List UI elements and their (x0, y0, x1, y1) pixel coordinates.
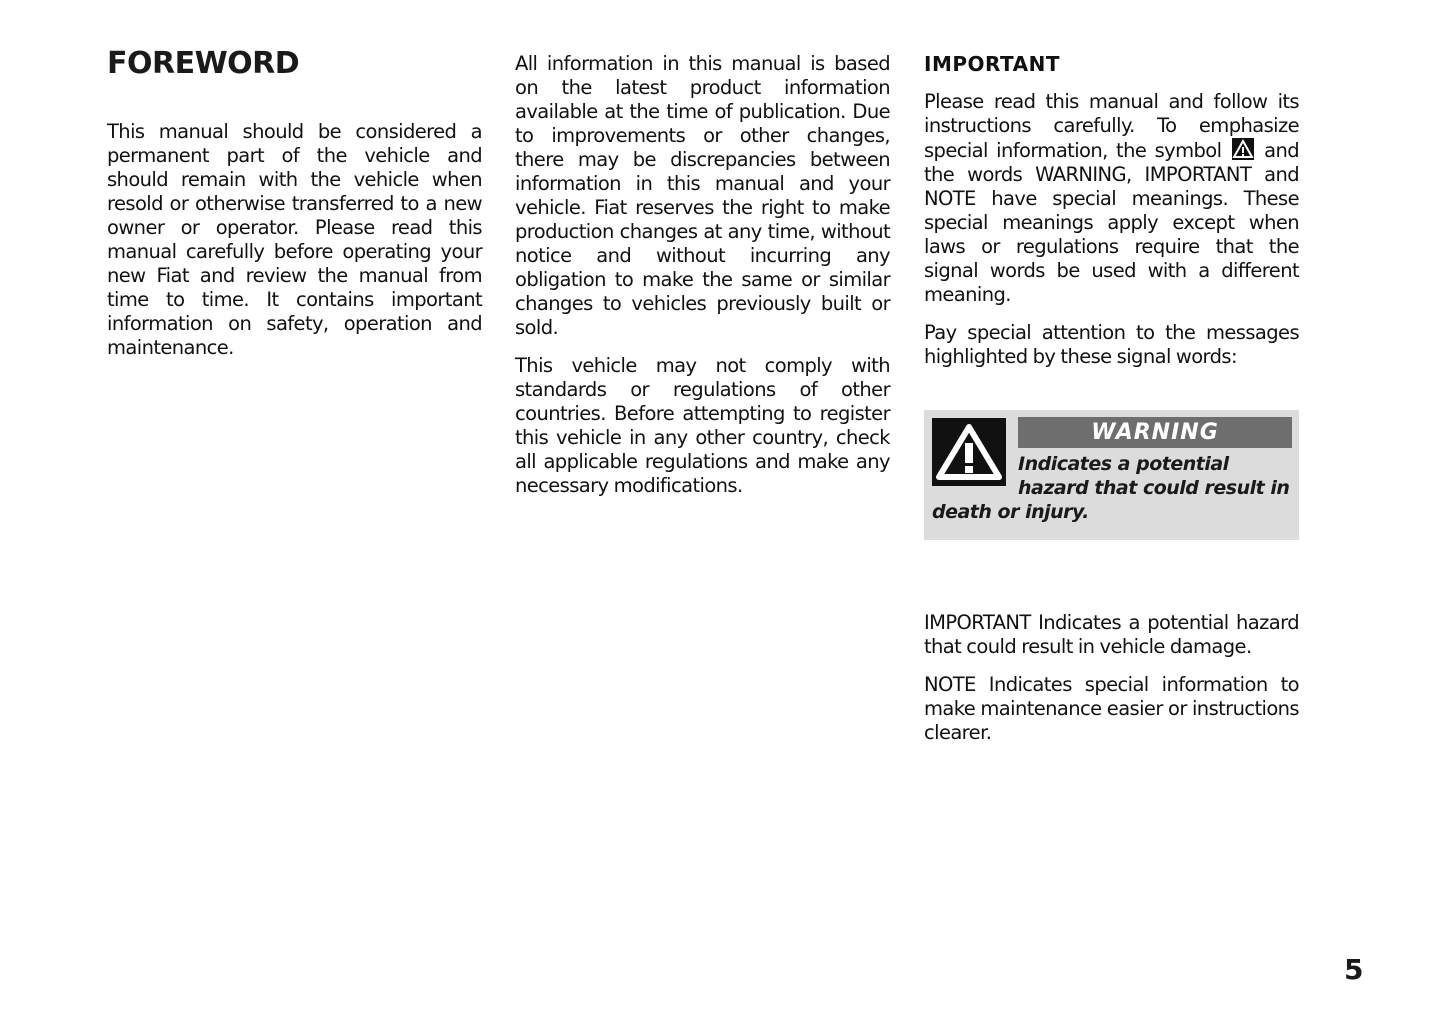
information-column (515, 48, 890, 512)
attention-paragraph: Pay special attention to the messages highlighted by these signal words: (924, 321, 1299, 368)
important-column (924, 48, 1299, 383)
foreword-column (107, 48, 482, 374)
important-heading: IMPORTANT (924, 52, 1060, 76)
warning-text: Indicates a potential hazard that could result in death or injury. (932, 453, 1290, 523)
warning-triangle-icon (1232, 138, 1254, 160)
warning-text-container (932, 452, 1292, 524)
foreword-paragraph: This manual should be considered a permanent part of the vehicle and should remain with the vehicle when resold or otherwise transferred to a new owner or operator. Please read this manual carefully before operating your new Fiat and review the manual from time to time. It contains important information on safety, operation and maintenance. (107, 120, 482, 359)
signal-words-section (924, 611, 1299, 759)
important-paragraph-end: and the words WARNING, IMPORTANT and NOTE have special meanings. These special meanings apply except when laws or regulations require that the signal words be used with a different meaning. (924, 139, 1299, 306)
note-signal-text: NOTE Indicates special information to make maintenance easier or instructions clearer. (924, 673, 1299, 744)
warning-label: WARNING (1018, 417, 1292, 448)
information-paragraph: All information in this manual is based on the latest product information available at the time of publication. Due to improvements or other changes, there may be discrepancies between information in this manual and your vehicle. Fiat reserves the right to make production changes at any time, without notice and without incurring any obligation to make the same or similar changes to vehicles previously built or sold. (515, 52, 890, 339)
warning-box (924, 410, 1299, 540)
compliance-paragraph: This vehicle may not comply with standards or regulations of other countries. Before attempting to register this vehicle in any other country, check all applicable regulations and make any necessary modifications. (515, 354, 890, 497)
important-signal-text: IMPORTANT Indicates a potential hazard that could result in vehicle damage. (924, 611, 1299, 658)
foreword-title: FOREWORD (107, 46, 300, 81)
page-number: 5 (1344, 953, 1364, 986)
important-paragraph (924, 90, 1299, 307)
important-paragraph-start: Please read this manual and follow its instructions carefully. To emphasize special information, the symbol (924, 90, 1299, 162)
